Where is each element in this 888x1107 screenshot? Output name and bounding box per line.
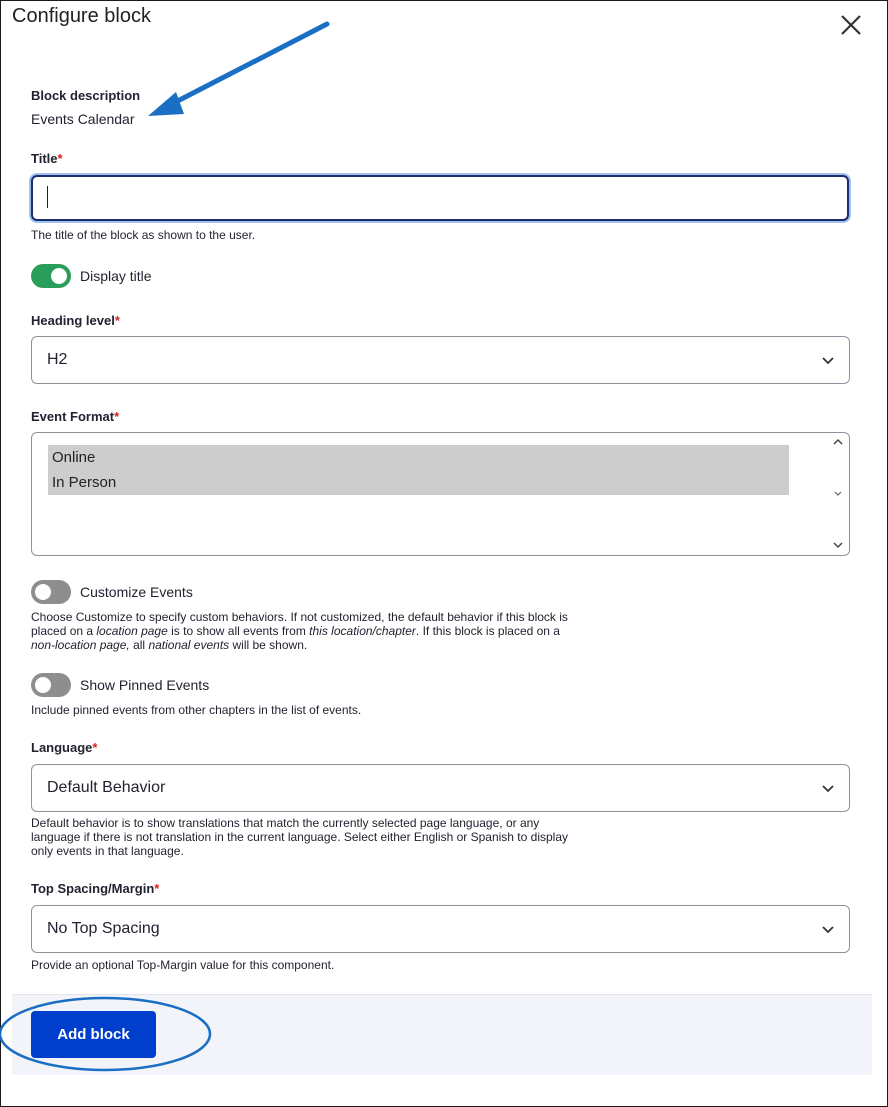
toggle-knob bbox=[35, 677, 51, 693]
top-spacing-select[interactable] bbox=[31, 905, 850, 953]
chevron-down-icon bbox=[821, 354, 835, 368]
top-spacing-help-text: Provide an optional Top-Margin value for this component. bbox=[31, 958, 335, 972]
top-spacing-value: No Top Spacing bbox=[47, 920, 160, 937]
event-format-multiselect[interactable] bbox=[31, 432, 850, 556]
heading-level-label: Heading level* bbox=[31, 313, 120, 328]
language-label: Language* bbox=[31, 740, 98, 755]
top-spacing-label: Top Spacing/Margin* bbox=[31, 881, 160, 896]
event-format-label: Event Format* bbox=[31, 409, 120, 424]
display-title-label: Display title bbox=[80, 268, 152, 284]
customize-events-toggle[interactable] bbox=[31, 580, 71, 604]
add-block-button[interactable]: Add block bbox=[31, 1011, 156, 1058]
title-label: Title* bbox=[31, 151, 63, 166]
language-help-text: Default behavior is to show translations that match the currently selected page language, or any language if there is not translation in the current language. Select either English or Spanish to display only events in that language. bbox=[31, 816, 568, 858]
heading-level-select[interactable] bbox=[31, 336, 850, 384]
show-pinned-events-help-text: Include pinned events from other chapters in the list of events. bbox=[31, 703, 362, 717]
language-select[interactable] bbox=[31, 764, 850, 812]
chevron-down-icon bbox=[821, 923, 835, 937]
event-format-option-in-person[interactable]: In Person bbox=[48, 470, 789, 495]
block-description-value: Events Calendar bbox=[31, 111, 135, 127]
title-help-text: The title of the block as shown to the user. bbox=[31, 228, 256, 242]
language-value: Default Behavior bbox=[47, 779, 166, 796]
toggle-knob bbox=[51, 268, 67, 284]
scroll-thumb-icon[interactable] bbox=[832, 488, 844, 500]
title-input[interactable] bbox=[31, 175, 849, 221]
scroll-up-icon[interactable] bbox=[832, 436, 844, 448]
heading-level-value: H2 bbox=[47, 351, 68, 368]
customize-events-help-text: Choose Customize to specify custom behaviors. If not customized, the default behavior if this block is placed on a location page is to show all events from this location/chapter. If this block is placed on a non-location page, all national events will be shown. bbox=[31, 610, 568, 652]
toggle-knob bbox=[35, 584, 51, 600]
event-format-option-online[interactable]: Online bbox=[48, 445, 789, 470]
block-description-label: Block description bbox=[31, 88, 141, 103]
dialog-title: Configure block bbox=[12, 5, 151, 27]
show-pinned-events-label: Show Pinned Events bbox=[80, 677, 210, 693]
chevron-down-icon bbox=[821, 782, 835, 796]
close-icon[interactable] bbox=[838, 12, 864, 38]
show-pinned-events-toggle[interactable] bbox=[31, 673, 71, 697]
text-caret bbox=[47, 186, 48, 208]
scroll-down-icon[interactable] bbox=[832, 539, 844, 551]
display-title-toggle[interactable] bbox=[31, 264, 71, 288]
customize-events-label: Customize Events bbox=[80, 584, 193, 600]
